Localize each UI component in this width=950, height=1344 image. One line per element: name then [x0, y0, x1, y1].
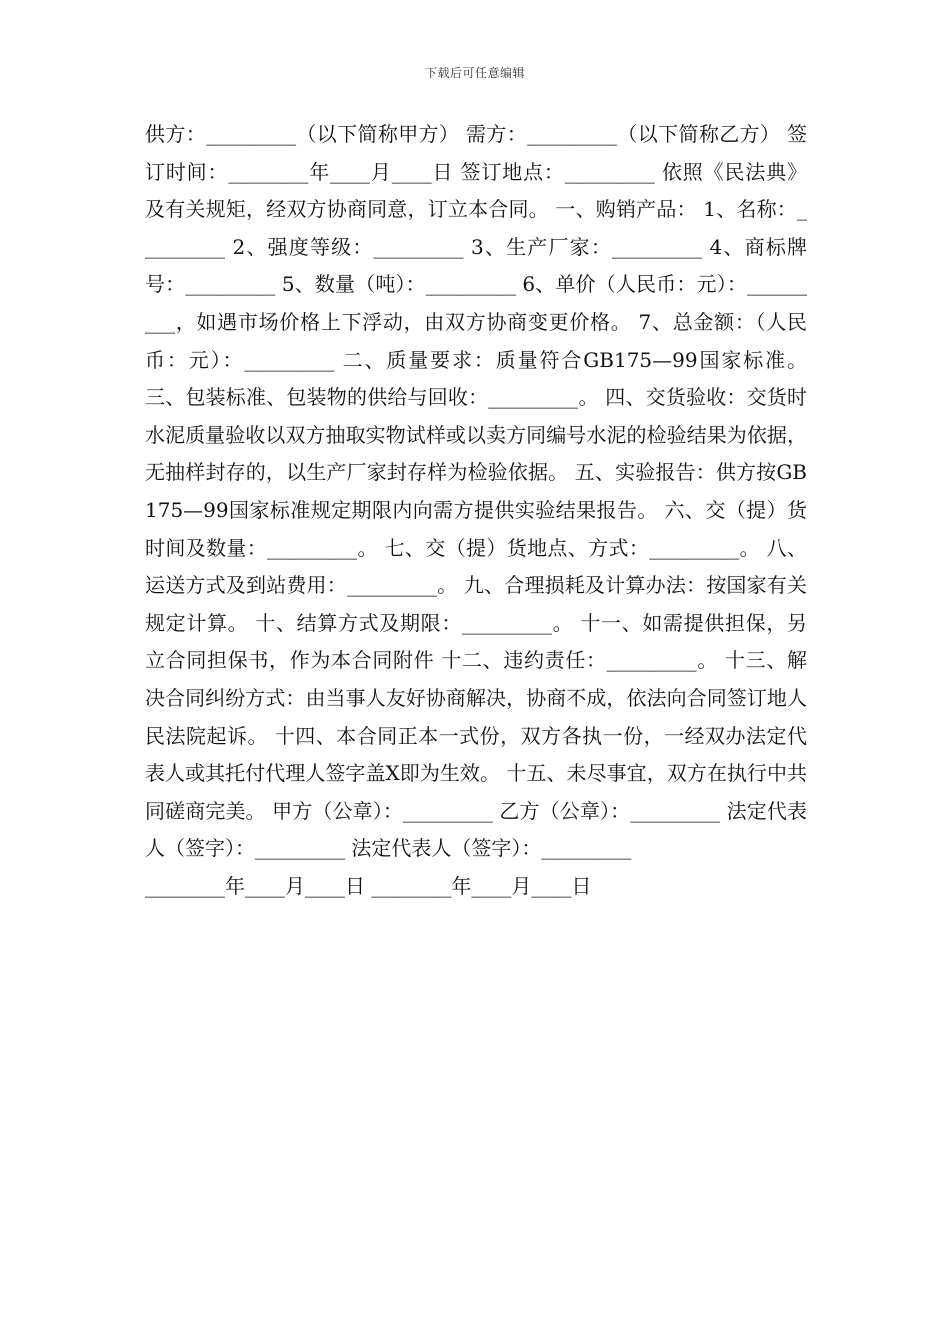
page-header: 下载后可任意编辑 — [424, 66, 525, 80]
signature-date-line: ________年____月____日 ________年____月____日 — [145, 873, 592, 898]
contract-body — [145, 116, 807, 905]
contract-paragraph: 供方：_________（以下简称甲方） 需方：_________（以下简称乙方） 签订时间：________年____月____日 签订地点：_________ 依照《民法典》及有关规矩，经双方协商同意，订立本合同。 一、购销产品： 1、名称：_________ 2、强度等级：_________ 3、生产厂家：_________ 4、商标牌号：_________ 5、数量（吨）：_________ 6、单价（人民币：元）：_________，如遇市场价格上下浮动，由双方协商变更价格。 7、总金额：（人民币：元）：_________ 二、质量要求：质量符合GB175—99国家标准。 三、包装标准、包装物的供给与回收：_________。 四、交货验收：交货时水泥质量验收以双方抽取实物试样或以卖方同编号水泥的检验结果为依据，无抽样封存的，以生产厂家封存样为检验依据。 五、实验报告：供方按GB175—99国家标准规定期限内向需方提供实验结果报告。 六、交（提）货时间及数量：_________。 七、交（提）货地点、方式：_________。 八、运送方式及到站费用：_________。 九、合理损耗及计算办法：按国家有关规定计算。 十、结算方式及期限：_________。 十一、如需提供担保，另立合同担保书，作为本合同附件 十二、违约责任：_________。 十三、解决合同纠纷方式：由当事人友好协商解决，协商不成，依法向合同签订地人民法院起诉。 十四、本合同正本一式份，双方各执一份，一经双办法定代表人或其托付代理人签字盖X即为生效。 十五、未尽事宜，双方在执行中共同磋商完美。 甲方（公章）：_________ 乙方（公章）：_________ 法定代表人（签字）：_________ 法定代表人（签字）：_________ — [145, 122, 807, 861]
